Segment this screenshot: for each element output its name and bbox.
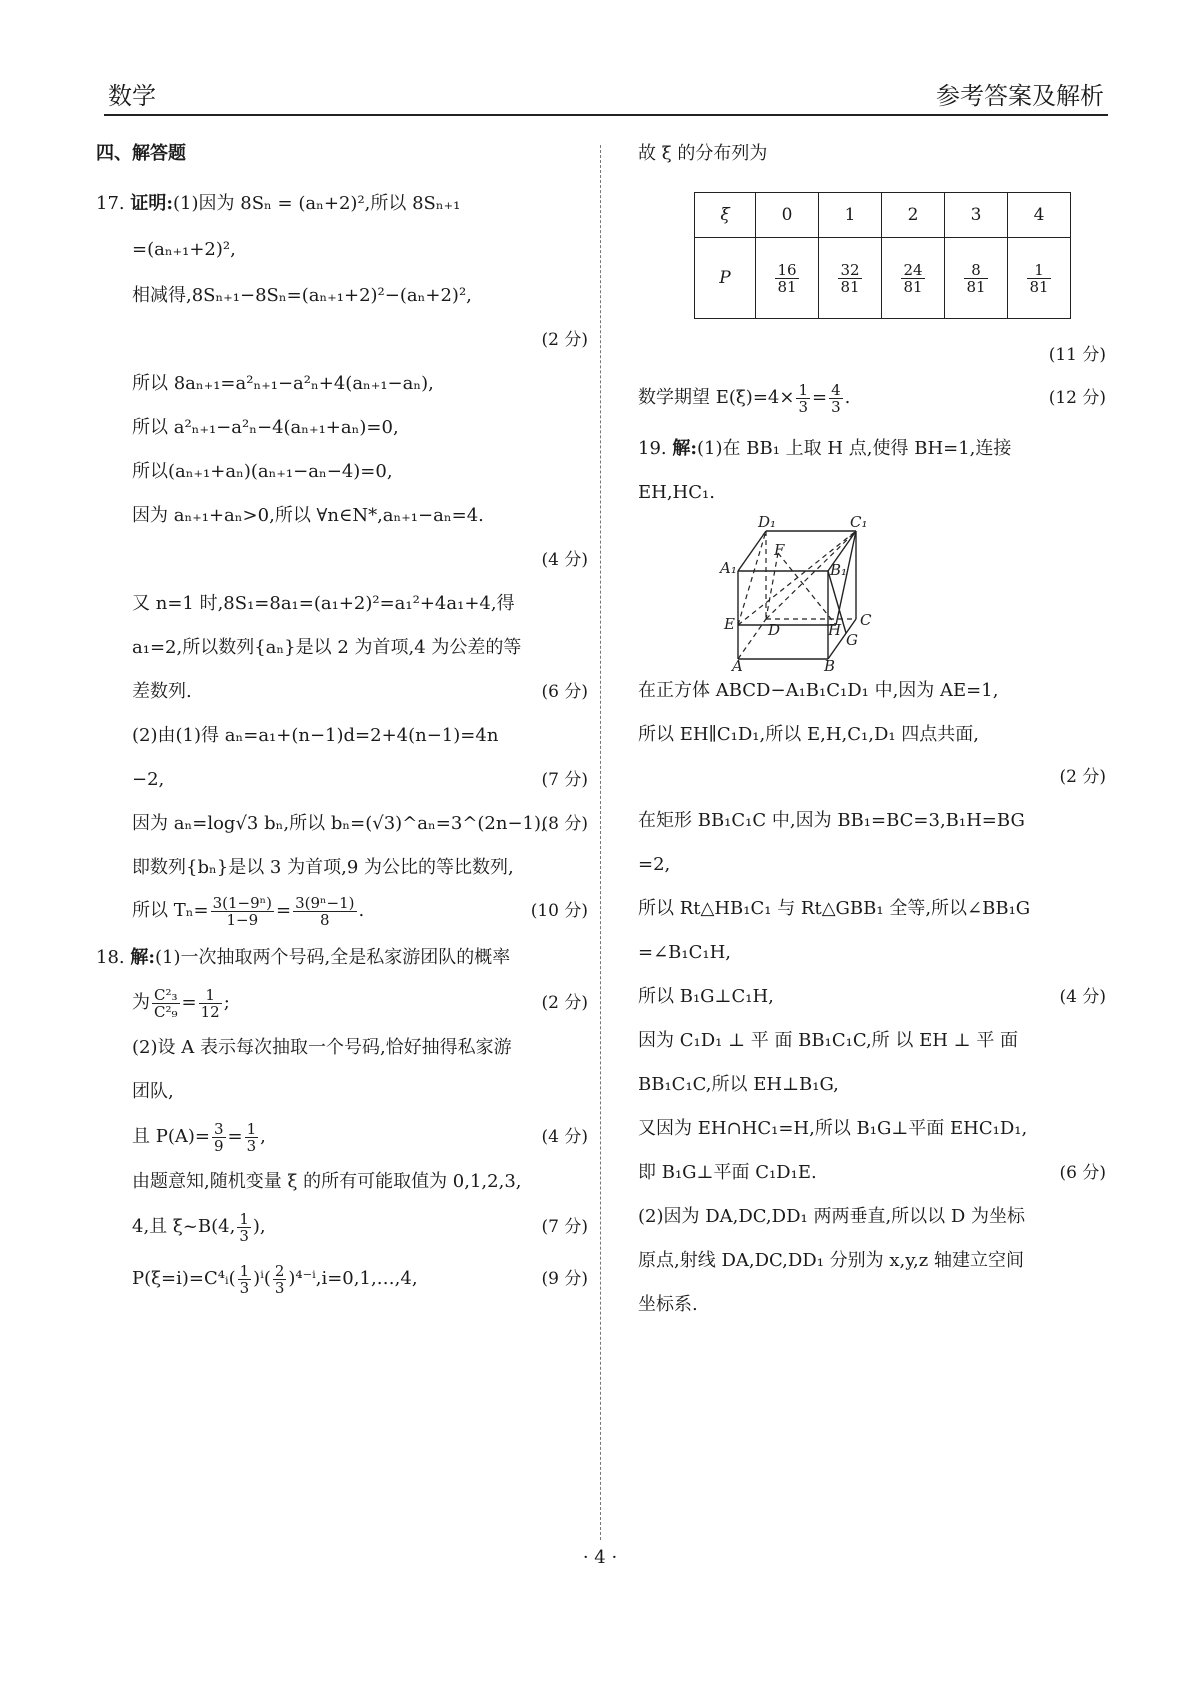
table-cell: $\frac{24}{81}$	[882, 238, 945, 319]
table-cell: 3	[945, 193, 1008, 238]
header-subject: 数学	[108, 82, 156, 110]
q17-line-15: 所以 Tₙ= $\frac{\text{3(1−9ⁿ)}}{1-9}$ = $\frac{\text{3(9ⁿ−1)}}{8}$ . (10 分)	[132, 893, 588, 929]
q19-points-1: (2 分)	[1059, 767, 1106, 787]
q19-line-4: 所以 EH∥C₁D₁,所以 E,H,C₁,D₁ 四点共面,	[638, 724, 980, 745]
table-head-p: P	[695, 238, 756, 319]
q17-line-7: 因为 aₙ₊₁+aₙ>0,所以 ∀n∈N*,aₙ₊₁−aₙ=4.	[132, 505, 484, 526]
expectation-line: 数学期望 E(ξ)=4× $\frac{1}{3}$ = $\frac{4}{3}$ . (12 分)	[638, 380, 1106, 416]
label-c: C	[860, 611, 872, 629]
fraction: $\frac{1}{3}$	[798, 380, 808, 416]
fraction: $\frac{\text{3(9ⁿ−1)}}{8}$	[295, 893, 355, 929]
q17-line-5: 所以 a²ₙ₊₁−a²ₙ−4(aₙ₊₁+aₙ)=0,	[132, 417, 399, 438]
q17-line-6: 所以(aₙ₊₁+aₙ)(aₙ₊₁−aₙ−4)=0,	[132, 461, 393, 482]
edge-a1d1	[738, 531, 766, 571]
q18-line-5: 且 P(A)= $\frac{3}{9}$ = $\frac{1}{3}$ , (4 分)	[132, 1119, 588, 1155]
q17-line-1: 17. 证明:(1)因为 8Sₙ = (aₙ+2)²,所以 8Sₙ₊₁	[96, 193, 461, 214]
fraction: $\frac{1}{3}$	[246, 1119, 257, 1155]
q18-line-7: 4,且 ξ~B(4, $\frac{1}{3}$ ), (7 分)	[132, 1209, 588, 1245]
segment-fd	[766, 553, 778, 619]
table-cell: $\frac{32}{81}$	[819, 238, 882, 319]
q19-line-2: EH,HC₁.	[638, 482, 715, 503]
fraction: $\frac{1}{12}$	[200, 985, 220, 1021]
q17-number: 17.	[96, 193, 125, 214]
left-column	[96, 140, 588, 1298]
label-d: D	[768, 621, 781, 639]
q17-line-4: 所以 8aₙ₊₁=a²ₙ₊₁−a²ₙ+4(aₙ₊₁−aₙ),	[132, 373, 434, 394]
label-b1: B₁	[830, 561, 848, 579]
label-f: F	[774, 541, 785, 559]
q17-line-10: 差数列. (6 分)	[132, 681, 588, 702]
q19-line-3: 在正方体 ABCD−A₁B₁C₁D₁ 中,因为 AE=1,	[638, 680, 999, 701]
table-row	[695, 193, 1071, 238]
q19-line-16: 坐标系.	[638, 1294, 698, 1315]
fraction: $\frac{\text{C²₃}}{\text{C²₉}}$	[154, 985, 178, 1021]
q18-label: 解:	[130, 947, 156, 968]
header-title: 参考答案及解析	[936, 82, 1104, 110]
section-title: 四、解答题	[96, 143, 186, 164]
distribution-intro: 故 ξ 的分布列为	[638, 143, 768, 164]
cube-figure	[638, 513, 1106, 673]
fraction: $\frac{\text{3(1−9ⁿ)}}{1-9}$	[212, 893, 273, 929]
column-divider	[600, 145, 601, 1540]
q19-line-10: 因为 C₁D₁ ⊥ 平 面 BB₁C₁C,所 以 EH ⊥ 平 面	[638, 1030, 1019, 1051]
q19-line-12: 又因为 EH∩HC₁=H,所以 B₁G⊥平面 EHC₁D₁,	[638, 1118, 1028, 1139]
label-g: G	[846, 631, 858, 649]
q17-line-12: −2, (7 分)	[132, 769, 588, 790]
q17-points-2: (4 分)	[541, 550, 588, 570]
q18-line-4: 团队,	[132, 1081, 174, 1102]
table-cell: $\frac{1}{81}$	[1008, 238, 1071, 319]
label-d1: D₁	[758, 513, 777, 531]
label-a: A	[732, 657, 743, 673]
q18-line-2: 为 $\frac{\text{C²₃}}{\text{C²₉}}$ = $\frac{1}{12}$ ; (2 分)	[132, 985, 588, 1021]
fraction: $\frac{1}{3}$	[239, 1209, 249, 1245]
distribution-table	[694, 192, 1071, 319]
q17-line-3: 相减得,8Sₙ₊₁−8Sₙ=(aₙ₊₁+2)²−(aₙ+2)²,	[132, 285, 472, 306]
table-head-xi: ξ	[695, 193, 756, 238]
q19-line-15: 原点,射线 DA,DC,DD₁ 分别为 x,y,z 轴建立空间	[638, 1250, 1024, 1271]
q19-line-7: 所以 Rt△HB₁C₁ 与 Rt△GBB₁ 全等,所以∠BB₁G	[638, 898, 1031, 919]
q18-line-8: P(ξ=i)=C⁴ᵢ( $\frac{1}{3}$ )ⁱ( $\frac{2}{3}$ )⁴⁻ⁱ,i=0,1,…,4, (9 分)	[132, 1261, 588, 1297]
q19-label: 解:	[672, 438, 698, 459]
table-row	[695, 238, 1071, 319]
q19-line-6: =2,	[638, 854, 671, 875]
label-c1: C₁	[850, 513, 868, 531]
label-a1: A₁	[720, 559, 737, 577]
q18-number: 18.	[96, 947, 125, 968]
segment-ed1	[738, 531, 766, 625]
fraction: $\frac{2}{3}$	[274, 1261, 285, 1297]
table-cell: $\frac{8}{81}$	[945, 238, 1008, 319]
q17-line-11: (2)由(1)得 aₙ=a₁+(n−1)d=2+4(n−1)=4n	[132, 725, 499, 746]
q19-line-1: 19. 解:(1)在 BB₁ 上取 H 点,使得 BH=1,连接	[638, 438, 1012, 459]
q17-line-9: a₁=2,所以数列{aₙ}是以 2 为首项,4 为公差的等	[132, 637, 522, 658]
q17-line-13: 因为 aₙ=log√3 bₙ,所以 bₙ=(√3)^aₙ=3^(2n−1), (8 分)	[132, 813, 588, 834]
q19-line-13: 即 B₁G⊥平面 C₁D₁E. (6 分)	[638, 1162, 1106, 1183]
q18-line-3: (2)设 A 表示每次抽取一个号码,恰好抽得私家游	[132, 1037, 512, 1058]
table-cell: 4	[1008, 193, 1071, 238]
table-cell: 1	[819, 193, 882, 238]
cube-diagram	[638, 513, 1106, 673]
q19-line-9: 所以 B₁G⊥C₁H, (4 分)	[638, 986, 1106, 1007]
q17-line-14: 即数列{bₙ}是以 3 为首项,9 为公比的等比数列,	[132, 857, 514, 878]
fraction: $\frac{4}{3}$	[831, 380, 841, 416]
fraction: $\frac{1}{3}$	[239, 1261, 250, 1297]
q19-line-5: 在矩形 BB₁C₁C 中,因为 BB₁=BC=3,B₁H=BG	[638, 810, 1025, 831]
label-b: B	[824, 657, 836, 673]
table-cell: 0	[756, 193, 819, 238]
label-e: E	[724, 615, 735, 633]
q19-line-8: =∠B₁C₁H,	[638, 942, 732, 963]
q17-points-1: (2 分)	[541, 330, 588, 350]
label-h: H	[828, 621, 842, 639]
fraction: $\frac{3}{9}$	[213, 1119, 224, 1155]
points-11: (11 分)	[1048, 345, 1106, 365]
q19-line-11: BB₁C₁C,所以 EH⊥B₁G,	[638, 1074, 839, 1095]
q17-line-2: =(aₙ₊₁+2)²,	[132, 239, 236, 260]
q19-line-14: (2)因为 DA,DC,DD₁ 两两垂直,所以以 D 为坐标	[638, 1206, 1026, 1227]
right-column	[638, 140, 1106, 1319]
page-number: · 4 ·	[582, 1547, 618, 1568]
q19-number: 19.	[638, 438, 667, 459]
q17-line-8: 又 n=1 时,8S₁=8a₁=(a₁+2)²=a₁²+4a₁+4,得	[132, 593, 515, 614]
table-cell: $\frac{16}{81}$	[756, 238, 819, 319]
q18-line-6: 由题意知,随机变量 ξ 的所有可能取值为 0,1,2,3,	[132, 1171, 522, 1192]
q17-label: 证明:	[130, 193, 174, 214]
q18-line-1: 18. 解:(1)一次抽取两个号码,全是私家游团队的概率	[96, 947, 511, 968]
segment-fh	[778, 553, 836, 625]
table-cell: 2	[882, 193, 945, 238]
page-header	[104, 70, 1108, 116]
